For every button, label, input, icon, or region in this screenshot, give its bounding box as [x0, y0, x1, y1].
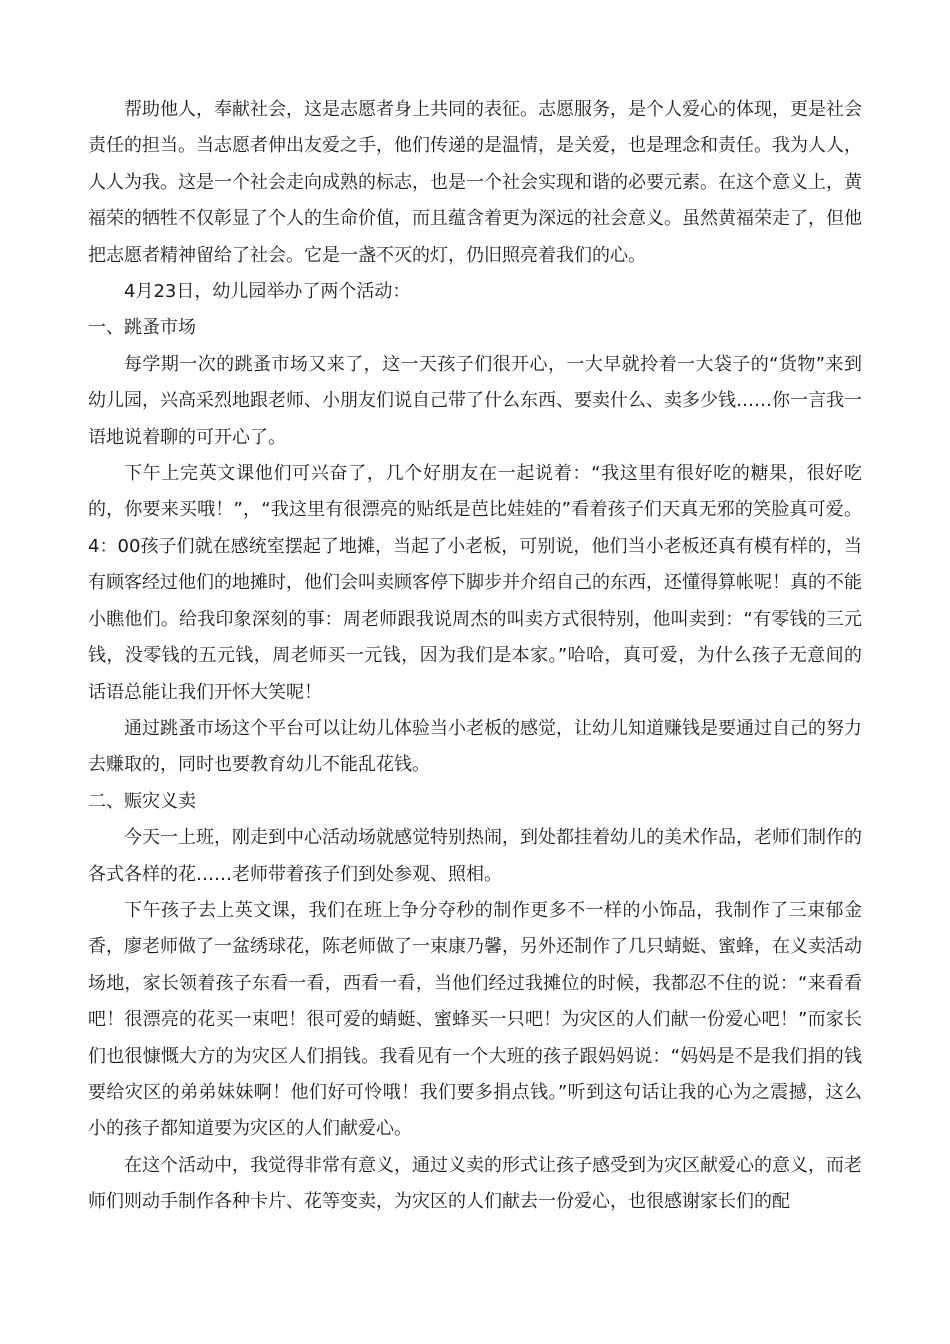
paragraph-event-intro: 4月23日，幼儿园举办了两个活动：	[124, 281, 411, 303]
paragraph-charity-sale-reflection: 在这个活动中，我觉得非常有意义，通过义卖的形式让孩子感受到为灾区献爱心的意义，而老师们则动手制作各种卡片、花等变卖，为灾区的人们献去一份爱心，也很感谢家长们的配	[88, 1154, 862, 1213]
paragraph-flea-market-morning: 每学期一次的跳蚤市场又来了，这一天孩子们很开心，一大早就拎着一大袋子的“货物”来到幼儿园，兴高采烈地跟老师、小朋友们说自己带了什么东西、要卖什么、卖多少钱……你一言我一语地说着聊的可开心了。	[88, 353, 862, 448]
section-heading-flea-market: 一、跳蚤市场	[88, 317, 196, 339]
document-body	[88, 92, 862, 1221]
paragraph-charity-sale-morning: 今天一上班，刚走到中心活动场就感觉特别热闹，到处都挂着幼儿的美术作品，老师们制作的各式各样的花……老师带着孩子们到处参观、照相。	[88, 827, 862, 885]
paragraph-charity-sale-afternoon: 下午孩子去上英文课，我们在班上争分夺秒的制作更多不一样的小饰品，我制作了三束郁金香，廖老师做了一盆绣球花，陈老师做了一束康乃馨，另外还制作了几只蜻蜓、蜜蜂，在义卖活动场地，家长领着孩子东看一看，西看一看，当他们经过我摊位的时候，我都忍不住的说：“来看看吧！很漂亮的花买一束吧！很可爱的蜻蜓、蜜蜂买一只吧！为灾区的人们献一份爱心吧！”而家长们也很慷慨大方的为灾区人们捐钱。我看见有一个大班的孩子跟妈妈说：“妈妈是不是我们捐的钱要给灾区的弟弟妹妹啊！他们好可怜哦！我们要多捐点钱。”听到这句话让我的心为之震撼，这么小的孩子都知道要为灾区的人们献爱心。	[88, 899, 862, 1140]
paragraph-volunteer-spirit: 帮助他人，奉献社会，这是志愿者身上共同的表征。志愿服务，是个人爱心的体现，更是社会责任的担当。当志愿者伸出友爱之手，他们传递的是温情，是关爱，也是理念和责任。我为人人，人人为我。这是一个社会走向成熟的标志，也是一个社会实现和谐的必要元素。在这个意义上，黄福荣的牺牲不仅彰显了个人的生命价值，而且蕴含着更为深远的社会意义。虽然黄福荣走了，但他把志愿者精神留给了社会。它是一盏不灭的灯，仍旧照亮着我们的心。	[88, 99, 862, 266]
section-heading-charity-sale: 二、赈灾义卖	[88, 790, 196, 812]
paragraph-flea-market-summary: 通过跳蚤市场这个平台可以让幼儿体验当小老板的感觉，让幼儿知道赚钱是要通过自己的努力去赚取的，同时也要教育幼儿不能乱花钱。	[88, 717, 862, 776]
paragraph-flea-market-afternoon: 下午上完英文课他们可兴奋了，几个好朋友在一起说着：“我这里有很好吃的糖果，很好吃的，你要来买哦！”，“我这里有很漂亮的贴纸是芭比娃娃的”看着孩子们天真无邪的笑脸真可爱。4：00孩子们就在感统室摆起了地摊，当起了小老板，可别说，他们当小老板还真有模有样的，当有顾客经过他们的地摊时，他们会叫卖顾客停下脚步并介绍自己的东西，还懂得算帐呢！真的不能小瞧他们。给我印象深刻的事：周老师跟我说周杰的叫卖方式很特别，他叫卖到：“有零钱的三元钱，没零钱的五元钱，周老师买一元钱，因为我们是本家。”哈哈，真可爱，为什么孩子无意间的话语总能让我们开怀大笑呢！	[88, 463, 862, 703]
